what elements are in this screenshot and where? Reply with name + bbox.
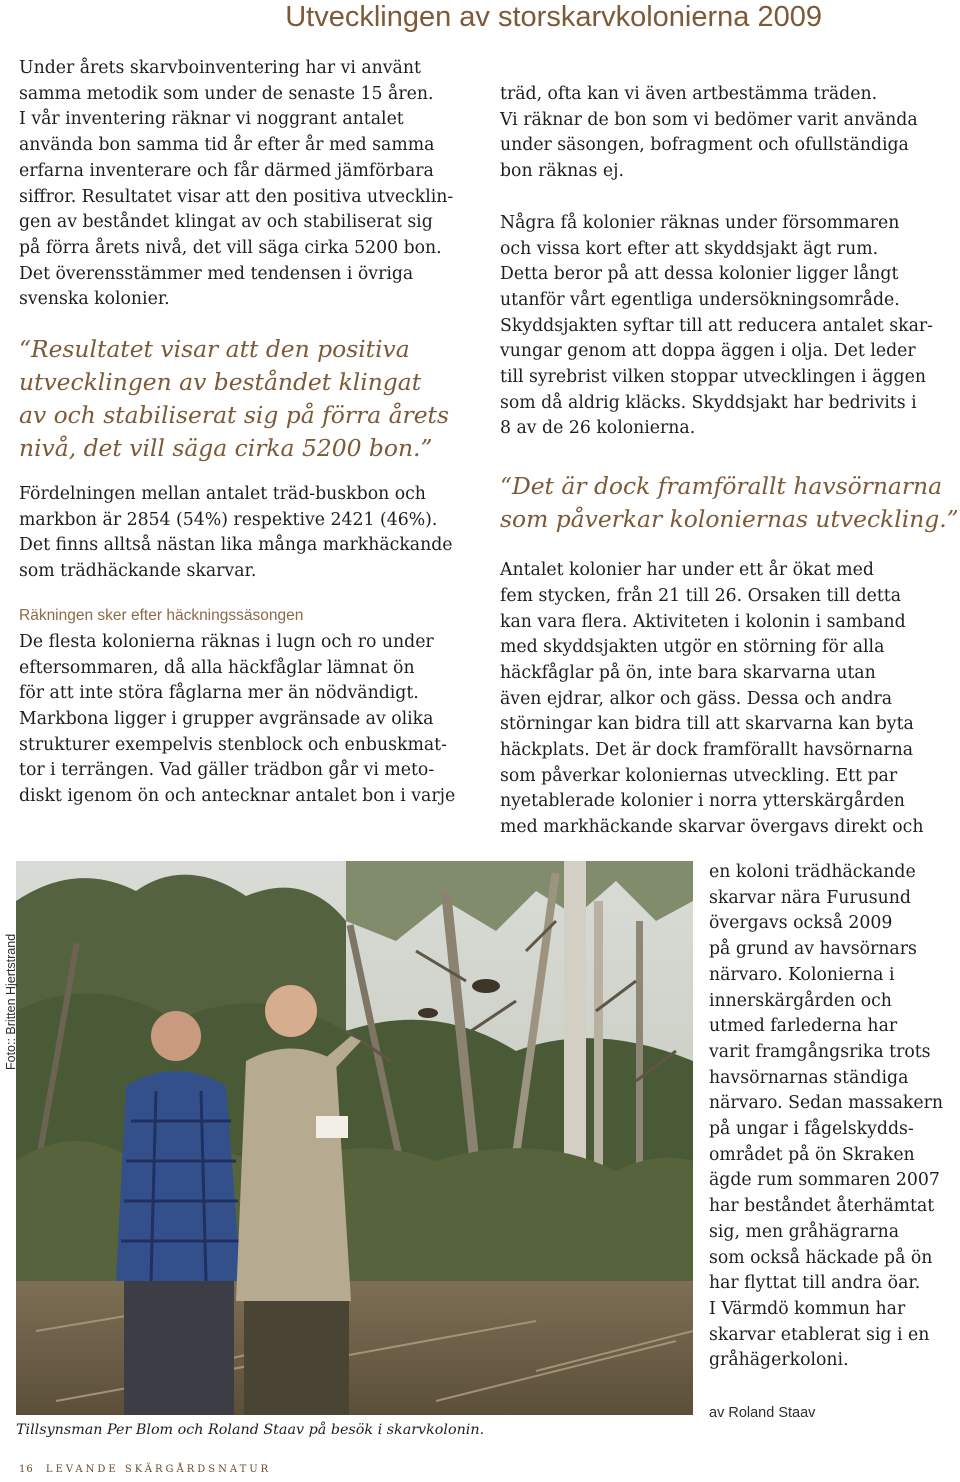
- text-line: samma metodik som under de senaste 15 åren.: [19, 83, 434, 104]
- text-line: med markhäckande skarvar övergavs direkt och: [500, 817, 924, 838]
- text-line: skarvar etablerat sig i en: [709, 1324, 930, 1345]
- intro-paragraph: [19, 56, 484, 313]
- text-line: området på ön Skraken: [709, 1144, 915, 1165]
- text-line: med skyddsjakten utgör en störning för alla: [500, 637, 885, 658]
- text-line: Det finns alltså nästan lika många markhäckande: [19, 535, 453, 556]
- pull-quote-right: [500, 470, 960, 536]
- text-line: innerskärgården och: [709, 990, 892, 1011]
- author-byline: av Roland Staav: [709, 1405, 816, 1421]
- text-line: under säsongen, bofragment och ofullständiga: [500, 135, 909, 156]
- text-line: utanför vårt egentliga undersökningsområde.: [500, 289, 900, 310]
- text-line: även ejdrar, alkor och gäss. Dessa och andra: [500, 688, 893, 709]
- text-line: strukturer exempelvis stenblock och enbuskmat-: [19, 734, 447, 755]
- text-line: på förra årets nivå, det vill säga cirka 5200 bon.: [19, 237, 442, 258]
- quote-line: utvecklingen av beståndet klingat: [19, 368, 422, 397]
- pull-quote-left: [19, 333, 484, 465]
- text-line: svenska kolonier.: [19, 289, 170, 310]
- photo-caption: Tillsynsman Per Blom och Roland Staav på besök i skarvkolonin.: [16, 1422, 485, 1438]
- text-line: tor i terrängen. Vad gäller trädbon går vi meto-: [19, 760, 435, 781]
- text-line: gråhägerkoloni.: [709, 1350, 849, 1371]
- text-line: siffror. Resultatet visar att den positiva utvecklin-: [19, 186, 454, 207]
- text-line: I Värmdö kommun har: [709, 1298, 906, 1319]
- colonies-paragraph: [500, 558, 960, 841]
- text-line: för att inte störa fåglarna mer än nödvändigt.: [19, 683, 419, 704]
- text-line: som då aldrig kläcks. Skyddsjakt har bedrivits i: [500, 392, 917, 413]
- text-line: I vår inventering räknar vi noggrant antalet: [19, 109, 404, 130]
- text-line: till syrebrist vilken stoppar utvecklingen i äggen: [500, 367, 926, 388]
- page-title: Utvecklingen av storskarvkolonierna 2009: [285, 1, 822, 33]
- text-line: eftersommaren, då alla häckfåglar lämnat ön: [19, 657, 415, 678]
- text-line: Markbona ligger i grupper avgränsade av olika: [19, 708, 434, 729]
- text-line: som påverkar koloniernas utveckling. Ett par: [500, 765, 898, 786]
- text-line: som också häckade på ön: [709, 1247, 933, 1268]
- text-line: utmed farlederna har: [709, 1016, 898, 1037]
- text-line: De flesta kolonierna räknas i lugn och ro under: [19, 631, 434, 652]
- text-line: fem stycken, från 21 till 26. Orsaken till detta: [500, 585, 902, 606]
- forest-scene-illustration: [16, 861, 693, 1415]
- text-line: sig, men gråhägrarna: [709, 1221, 900, 1242]
- text-line: diskt igenom ön och antecknar antalet bon i varje: [19, 786, 456, 807]
- text-line: häckfåglar på ön, inte bara skarvarna utan: [500, 662, 876, 683]
- trees-paragraph: [500, 82, 960, 185]
- text-line: varit framgångsrika trots: [709, 1041, 931, 1062]
- text-line: Detta beror på att dessa kolonier ligger långt: [500, 264, 899, 285]
- text-line: på grund av havsörnars: [709, 939, 917, 960]
- text-line: Fördelningen mellan antalet träd-buskbon och: [19, 484, 426, 505]
- photo-credit: Foto:: Britten Hjertstrand: [4, 933, 18, 1070]
- text-line: som trädhäckande skarvar.: [19, 561, 257, 582]
- section-subheading: Räkningen sker efter häckningssäsongen: [19, 606, 304, 624]
- text-line: havsörnarnas ständiga: [709, 1067, 909, 1088]
- text-line: närvaro. Kolonierna i: [709, 964, 895, 985]
- quote-line: som påverkar koloniernas utveckling.”: [500, 505, 959, 534]
- text-line: kan vara flera. Aktiviteten i kolonin i samband: [500, 611, 906, 632]
- text-line: närvaro. Sedan massakern: [709, 1093, 943, 1114]
- quote-line: av och stabiliserat sig på förra årets: [19, 401, 449, 430]
- text-line: Skyddsjakten syftar till att reducera antalet skar-: [500, 315, 933, 336]
- quote-line: nivå, det vill säga cirka 5200 bon.”: [19, 434, 433, 463]
- text-line: nyetablerade kolonier i norra ytterskärgården: [500, 791, 905, 812]
- text-line: markbon är 2854 (54%) respektive 2421 (46%).: [19, 509, 438, 530]
- page-footer: [19, 1464, 271, 1475]
- page-number: 16: [19, 1464, 34, 1475]
- text-line: övergavs också 2009: [709, 913, 893, 934]
- text-line: erfarna inventerare och får därmed jämförbara: [19, 160, 434, 181]
- colony-photo: [16, 861, 693, 1415]
- text-line: ägde rum sommaren 2007: [709, 1170, 940, 1191]
- wrap-paragraph: [709, 860, 959, 1374]
- text-line: har flyttat till andra öar.: [709, 1273, 921, 1294]
- text-line: störningar kan bidra till att skarvarna kan byta: [500, 714, 914, 735]
- text-line: skarvar nära Furusund: [709, 887, 911, 908]
- text-line: träd, ofta kan vi även artbestämma träden.: [500, 84, 878, 104]
- text-line: gen av beståndet klingat av och stabiliserat sig: [19, 212, 433, 233]
- right-column: [500, 82, 960, 841]
- text-line: häckplats. Det är dock framförallt havsörnarna: [500, 740, 914, 761]
- quote-line: “Resultatet visar att den positiva: [19, 335, 410, 364]
- text-line: Det överensstämmer med tendensen i övriga: [19, 263, 414, 284]
- wrap-text-column: [709, 860, 959, 1374]
- protective-hunt-paragraph: [500, 211, 960, 442]
- text-line: Vi räknar de bon som vi bedömer varit använda: [500, 109, 918, 130]
- text-line: har beståndet återhämtat: [709, 1196, 935, 1217]
- text-line: använda bon samma tid år efter år med samma: [19, 135, 435, 156]
- publication-name: LEVANDE SKÄRGÅRDSNATUR: [45, 1464, 272, 1475]
- counting-paragraph: [19, 630, 484, 810]
- text-line: en koloni trädhäckande: [709, 862, 916, 882]
- left-column: [19, 56, 484, 810]
- text-line: Några få kolonier räknas under försommaren: [500, 212, 900, 233]
- text-line: vungar genom att doppa äggen i olja. Det leder: [500, 341, 916, 362]
- text-line: på ungar i fågelskydds-: [709, 1119, 914, 1140]
- quote-line: “Det är dock framförallt havsörnarna: [500, 472, 943, 501]
- text-line: 8 av de 26 kolonierna.: [500, 418, 696, 439]
- text-line: Under årets skarvboinventering har vi använt: [19, 58, 421, 78]
- text-line: bon räknas ej.: [500, 161, 624, 182]
- text-line: Antalet kolonier har under ett år ökat med: [500, 560, 874, 581]
- distribution-paragraph: [19, 482, 484, 585]
- text-line: och vissa kort efter att skyddsjakt ägt rum.: [500, 238, 879, 259]
